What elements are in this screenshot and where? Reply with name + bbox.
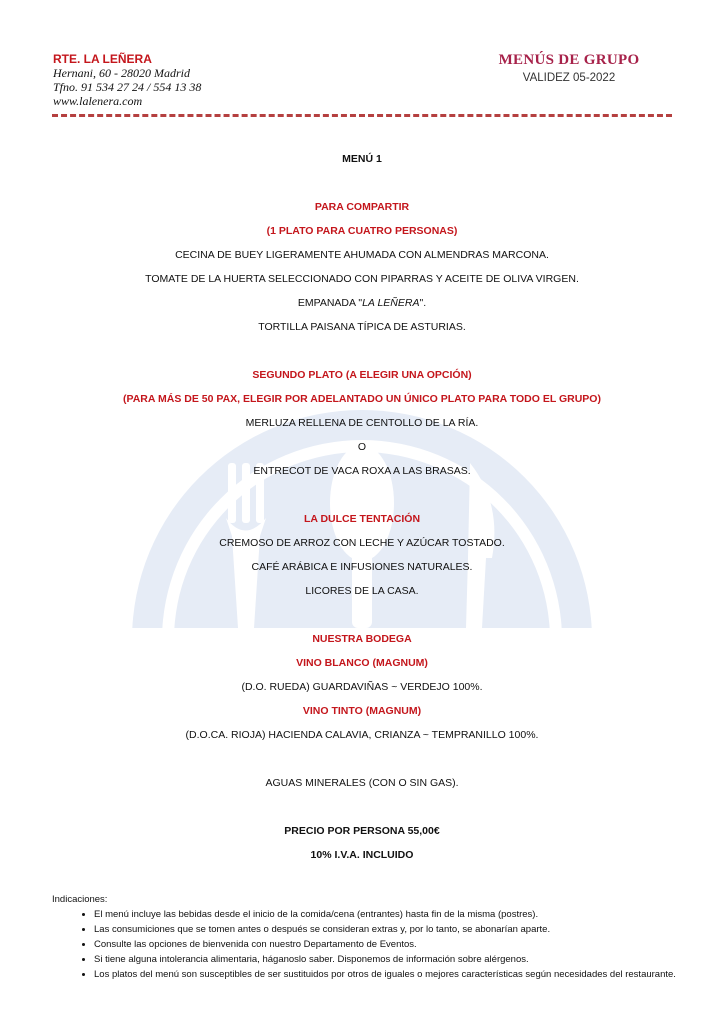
document-title-block [494,52,644,84]
second-note: (PARA MÁS DE 50 PAX, ELEGIR POR ADELANTADO UN ÚNICO PLATO PARA TODO EL GRUPO) [123,393,601,405]
list-item: • Si tiene alguna intolerancia alimentaria, háganoslo saber. Disponemos de información sobre alérgenos. [94,952,682,967]
header-divider [52,114,672,117]
indications-list [52,907,682,982]
second-or: O [357,441,367,453]
share-subheading: (1 PLATO PARA CUATRO PERSONAS) [266,225,458,237]
red-wine: (D.O.CA. RIOJA) HACIENDA CALAVIA, CRIANZA ~ TEMPRANILLO 100%. [185,729,539,741]
empanada-name: LA LEÑERA [362,297,420,309]
restaurant-website: www.lalenera.com [53,94,143,108]
dessert-item: CAFÉ ARÁBICA E INFUSIONES NATURALES. [251,561,473,573]
restaurant-name: RTE. LA LEÑERA [53,52,152,66]
menu-title: MENÚ 1 [342,153,382,165]
dessert-item: CREMOSO DE ARROZ CON LECHE Y AZÚCAR TOSTADO. [219,537,505,549]
list-item: • Consulte las opciones de bienvenida con nuestro Departamento de Eventos. [94,937,682,952]
list-item: • El menú incluye las bebidas desde el inicio de la comida/cena (entrantes) hasta fin de la misma (postres). [94,907,682,922]
document-title: MENÚS DE GRUPO [498,52,640,68]
restaurant-info [53,52,201,108]
share-heading: PARA COMPARTIR [314,201,410,213]
wine-heading: NUESTRA BODEGA [312,633,412,645]
second-option: MERLUZA RELLENA DE CENTOLLO DE LA RÍA. [245,417,479,429]
share-item: TOMATE DE LA HUERTA SELECCIONADO CON PIPARRAS Y ACEITE DE OLIVA VIRGEN. [145,273,579,285]
restaurant-phone: Tfno. 91 534 27 24 / 554 13 38 [53,80,202,94]
second-heading: SEGUNDO PLATO (A ELEGIR UNA OPCIÓN) [252,369,472,381]
dessert-heading: LA DULCE TENTACIÓN [303,513,421,525]
menu-body [0,150,724,870]
share-item-empanada [0,294,724,318]
red-wine-heading: VINO TINTO (MAGNUM) [302,705,422,717]
list-item: • Los platos del menú son susceptibles de ser sustituidos por otros de iguales o mejores características según necesidades del restaurante. [94,967,682,982]
white-wine: (D.O. RUEDA) GUARDAVIÑAS ~ VERDEJO 100%. [241,681,483,693]
white-wine-heading: VINO BLANCO (MAGNUM) [296,657,428,669]
vat-note: 10% I.V.A. INCLUIDO [310,849,414,861]
empanada-suffix: ". [419,297,427,309]
restaurant-address: Hernani, 60 - 28020 Madrid [53,66,190,80]
empanada-prefix: EMPANADA " [297,297,363,309]
validity-label: VALIDEZ 05-2022 [522,72,616,84]
water: AGUAS MINERALES (CON O SIN GAS). [265,777,459,789]
list-item: • Las consumiciones que se tomen antes o después se consideran extras y, por lo tanto, se abonarían aparte. [94,922,682,937]
indications-title: Indicaciones: [52,894,108,905]
indications [52,892,682,982]
price: PRECIO POR PERSONA 55,00€ [284,825,440,837]
dessert-item: LICORES DE LA CASA. [305,585,419,597]
second-option: ENTRECOT DE VACA ROXA A LAS BRASAS. [253,465,471,477]
share-item: CECINA DE BUEY LIGERAMENTE AHUMADA CON ALMENDRAS MARCONA. [175,249,549,261]
share-item: TORTILLA PAISANA TÍPICA DE ASTURIAS. [258,321,466,333]
